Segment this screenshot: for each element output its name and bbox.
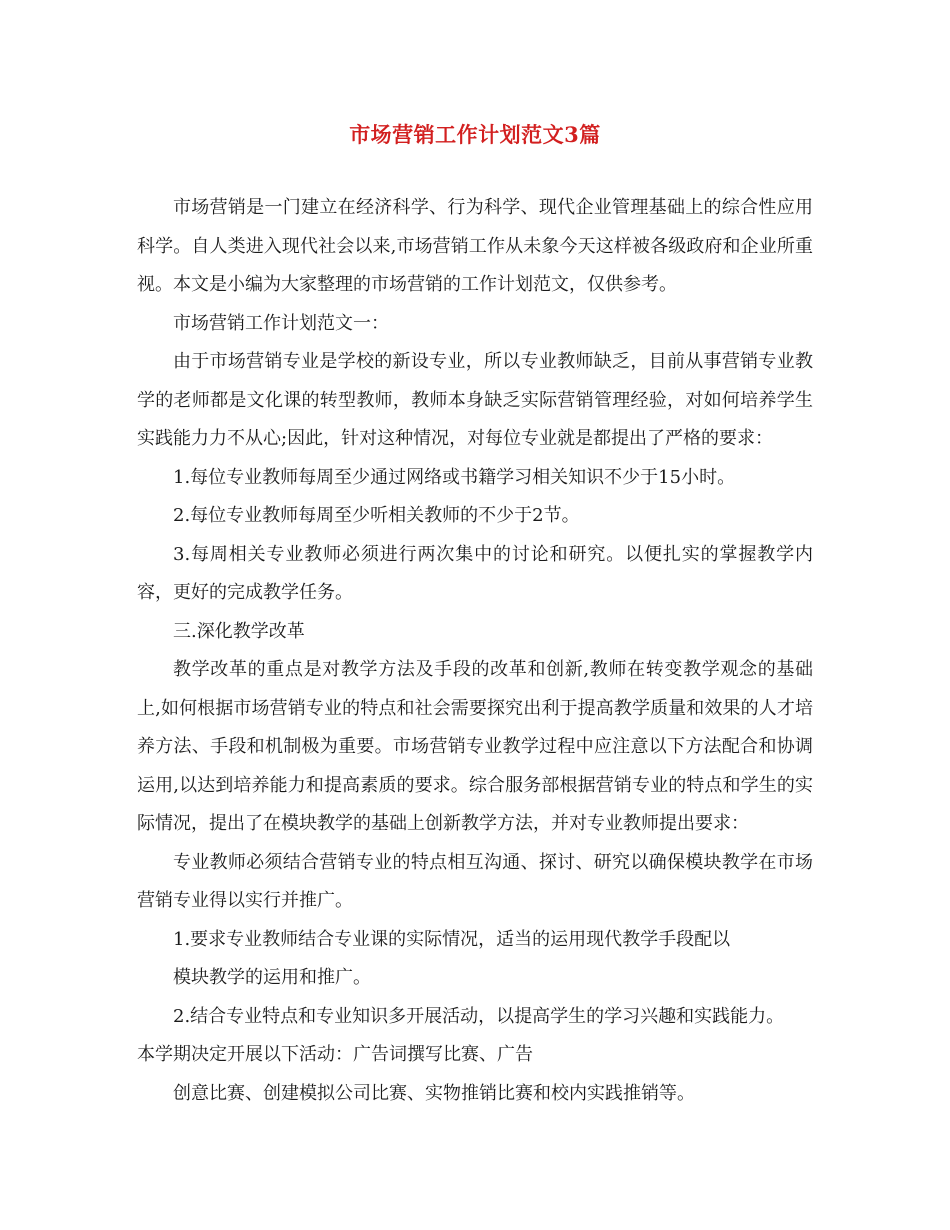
body-paragraph: 本学期决定开展以下活动：广告词撰写比赛、广告 [137,1044,533,1065]
section-heading-teaching-reform: 三.深化教学改革 [173,620,305,642]
body-paragraph: 创意比赛、创建模拟公司比赛、实物推销比赛和校内实践推销等。 [173,1082,695,1104]
document-body [137,189,813,1113]
list-item-continuation: 模块教学的运用和推广。 [173,967,371,988]
section-heading-sample-one: 市场营销工作计划范文一： [173,312,389,334]
body-paragraph: 由于市场营销专业是学校的新设专业，所以专业教师缺乏，目前从事营销专业教学的老师都是文化课的转型教师，教师本身缺乏实际营销管理经验，对如何培养学生实践能力力不从心;因此，针对这种情况，对每位专业就是都提出了严格的要求： [137,351,813,449]
list-item: 2.结合专业特点和专业知识多开展活动，以提高学生的学习兴趣和实践能力。 [173,1005,785,1027]
list-item: 1.要求专业教师结合专业课的实际情况，适当的运用现代教学手段配以 [173,928,731,950]
document-title: 市场营销工作计划范文3篇 [349,122,601,147]
intro-paragraph: 市场营销是一门建立在经济科学、行为科学、现代企业管理基础上的综合性应用科学。自人类进入现代社会以来,市场营销工作从未象今天这样被各级政府和企业所重视。本文是小编为大家整理的市场营销的工作计划范文，仅供参考。 [137,197,813,295]
body-paragraph: 教学改革的重点是对教学方法及手段的改革和创新,教师在转变教学观念的基础上,如何根据市场营销专业的特点和社会需要探究出利于提高教学质量和效果的人才培养方法、手段和机制极为重要。市场营销专业教学过程中应注意以下方法配合和协调运用,以达到培养能力和提高素质的要求。综合服务部根据营销专业的特点和学生的实际情况，提出了在模块教学的基础上创新教学方法，并对专业教师提出要求： [137,659,813,834]
list-item: 3.每周相关专业教师必须进行两次集中的讨论和研究。以便扎实的掌握教学内容，更好的完成教学任务。 [137,543,813,603]
list-item: 2.每位专业教师每周至少听相关教师的不少于2节。 [173,505,580,526]
body-paragraph: 专业教师必须结合营销专业的特点相互沟通、探讨、研究以确保模块教学在市场营销专业得以实行并推广。 [137,851,813,911]
list-item: 1.每位专业教师每周至少通过网络或书籍学习相关知识不少于15小时。 [173,466,736,488]
